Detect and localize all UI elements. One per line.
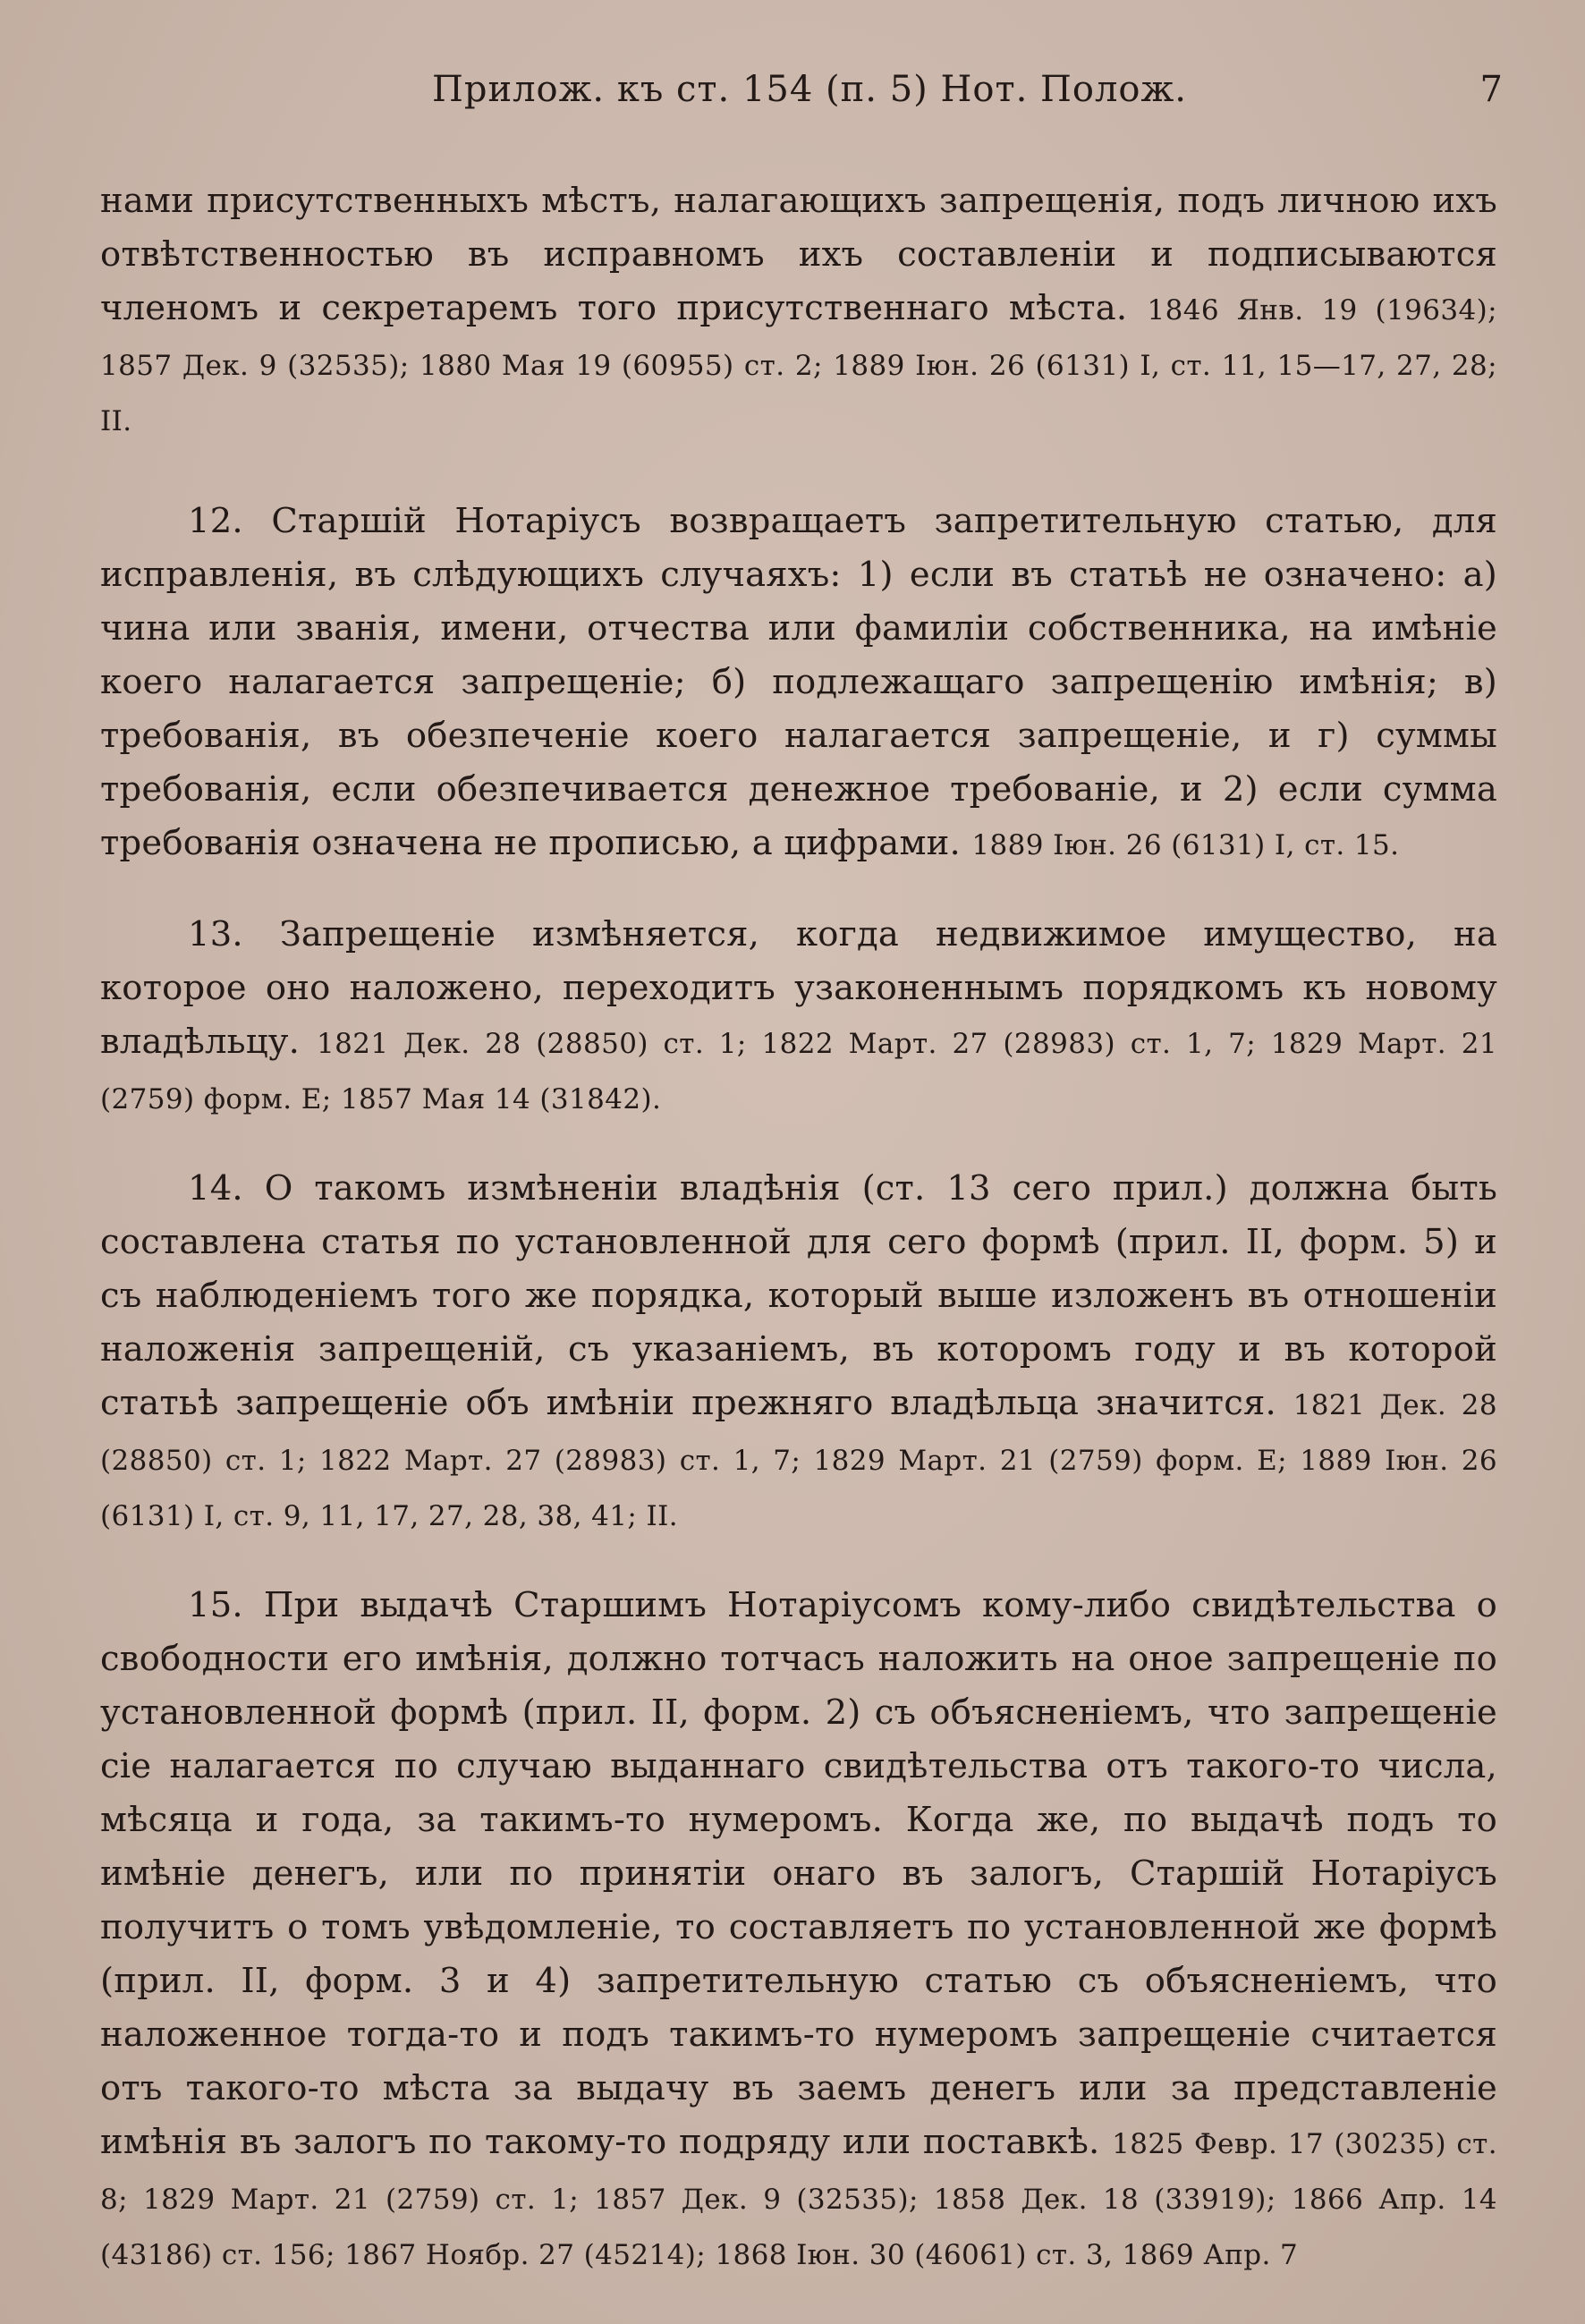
- page-header: [98, 63, 1521, 116]
- paragraph-number: 12.: [188, 501, 243, 541]
- legal-references: 1821 Дек. 28 (28850) ст. 1; 1822 Март. 27 (28983) ст. 1, 7; 1829 Март. 21 (2759) форм. Е; 1857 Мая 14 (31842).: [100, 1028, 1497, 1115]
- paragraph-15: [100, 1579, 1497, 2282]
- paragraph-number: 13.: [188, 914, 243, 954]
- paragraph-text: Старшій Нотаріусъ возвращаетъ запретительную статью, для исправленія, въ слѣдующихъ случаяхъ: 1) если въ статьѣ не означено: а) чина или званія, имени, отчества или фамиліи собственника, на имѣніе коего налагается запрещеніе; б) подлежащаго запрещенію имѣнія; в) требованія, въ обезпеченіе коего налагается запрещеніе, и г) суммы требованія, если обезпечивается денежное требованіе, и 2) если сумма требованія означена не прописью, а цифрами.: [100, 501, 1497, 863]
- paragraph-12: [100, 495, 1497, 872]
- paragraph-text: О такомъ измѣненіи владѣнія (ст. 13 сего прил.) должна быть составлена статья по установленной для сего формѣ (прил. II, форм. 5) и съ наблюденіемъ того же порядка, который выше изложенъ въ отношеніи наложенія запрещеній, съ указаніемъ, въ которомъ году и въ которой статьѣ запрещеніе объ имѣніи прежняго владѣльца значится.: [100, 1168, 1497, 1423]
- paragraph-text: При выдачѣ Старшимъ Нотаріусомъ кому-либо свидѣтельства о свободности его имѣнія, должно тотчасъ наложить на оное запрещеніе по установленной формѣ (прил. II, форм. 2) съ объясненіемъ, что запрещеніе сіе налагается по случаю выданнаго свидѣтельства отъ такого-то числа, мѣсяца и года, за такимъ-то нумеромъ. Когда же, по выдачѣ подъ то имѣніе денегъ, или по принятіи онаго въ залогъ, Старшій Нотаріусъ получитъ о томъ увѣдомленіе, то составляетъ по установленной же формѣ (прил. II, форм. 3 и 4) запретительную статью съ объясненіемъ, что наложенное тогда-то и подъ такимъ-то нумеромъ запрещеніе считается отъ такого-то мѣста за выдачу въ заемъ денегъ или за представленіе имѣнія въ залогъ по такому-то подряду или поставкѣ.: [100, 1585, 1497, 2162]
- paragraph-number: 14.: [188, 1168, 243, 1209]
- legal-references: 1821 Дек. 28 (28850) ст. 1; 1822 Март. 27 (28983) ст. 1, 7; 1829 Март. 21 (2759) форм. Е; 1889 Іюн. 26 (6131) I, ст. 9, 11, 17, 27, 28, 38, 41; II.: [100, 1389, 1497, 1532]
- paragraph-text: Запрещеніе измѣняется, когда недвижимое имущество, на которое оно наложено, переходитъ узаконеннымъ порядкомъ къ новому владѣльцу.: [100, 914, 1497, 1062]
- paragraph-text: нами присутственныхъ мѣстъ, налагающихъ запрещенія, подъ личною ихъ отвѣтственностью въ исправномъ ихъ составленіи и подписываются членомъ и секретаремъ того присутственнаго мѣста.: [100, 181, 1497, 328]
- paragraph-13: [100, 908, 1497, 1126]
- body-text: [100, 174, 1497, 2318]
- paragraph-14: [100, 1162, 1497, 1543]
- legal-references: 1889 Іюн. 26 (6131) I, ст. 15.: [971, 829, 1400, 861]
- legal-references: 1846 Янв. 19 (19634); 1857 Дек. 9 (32535); 1880 Мая 19 (60955) ст. 2; 1889 Іюн. 26 (6131) I, ст. 11, 15—17, 27, 28; II.: [100, 294, 1497, 437]
- paragraph-continuation: [100, 174, 1497, 448]
- running-title: Прилож. къ ст. 154 (п. 5) Нот. Полож.: [431, 69, 1187, 110]
- page-number: 7: [1479, 69, 1503, 110]
- legal-references: 1825 Февр. 17 (30235) ст. 8; 1829 Март. 21 (2759) ст. 1; 1857 Дек. 9 (32535); 1858 Дек. 18 (33919); 1866 Апр. 14 (43186) ст. 156; 1867 Ноябр. 27 (45214); 1868 Іюн. 30 (46061) ст. 3, 1869 Апр. 7: [100, 2128, 1497, 2271]
- paragraph-number: 15.: [188, 1585, 243, 1625]
